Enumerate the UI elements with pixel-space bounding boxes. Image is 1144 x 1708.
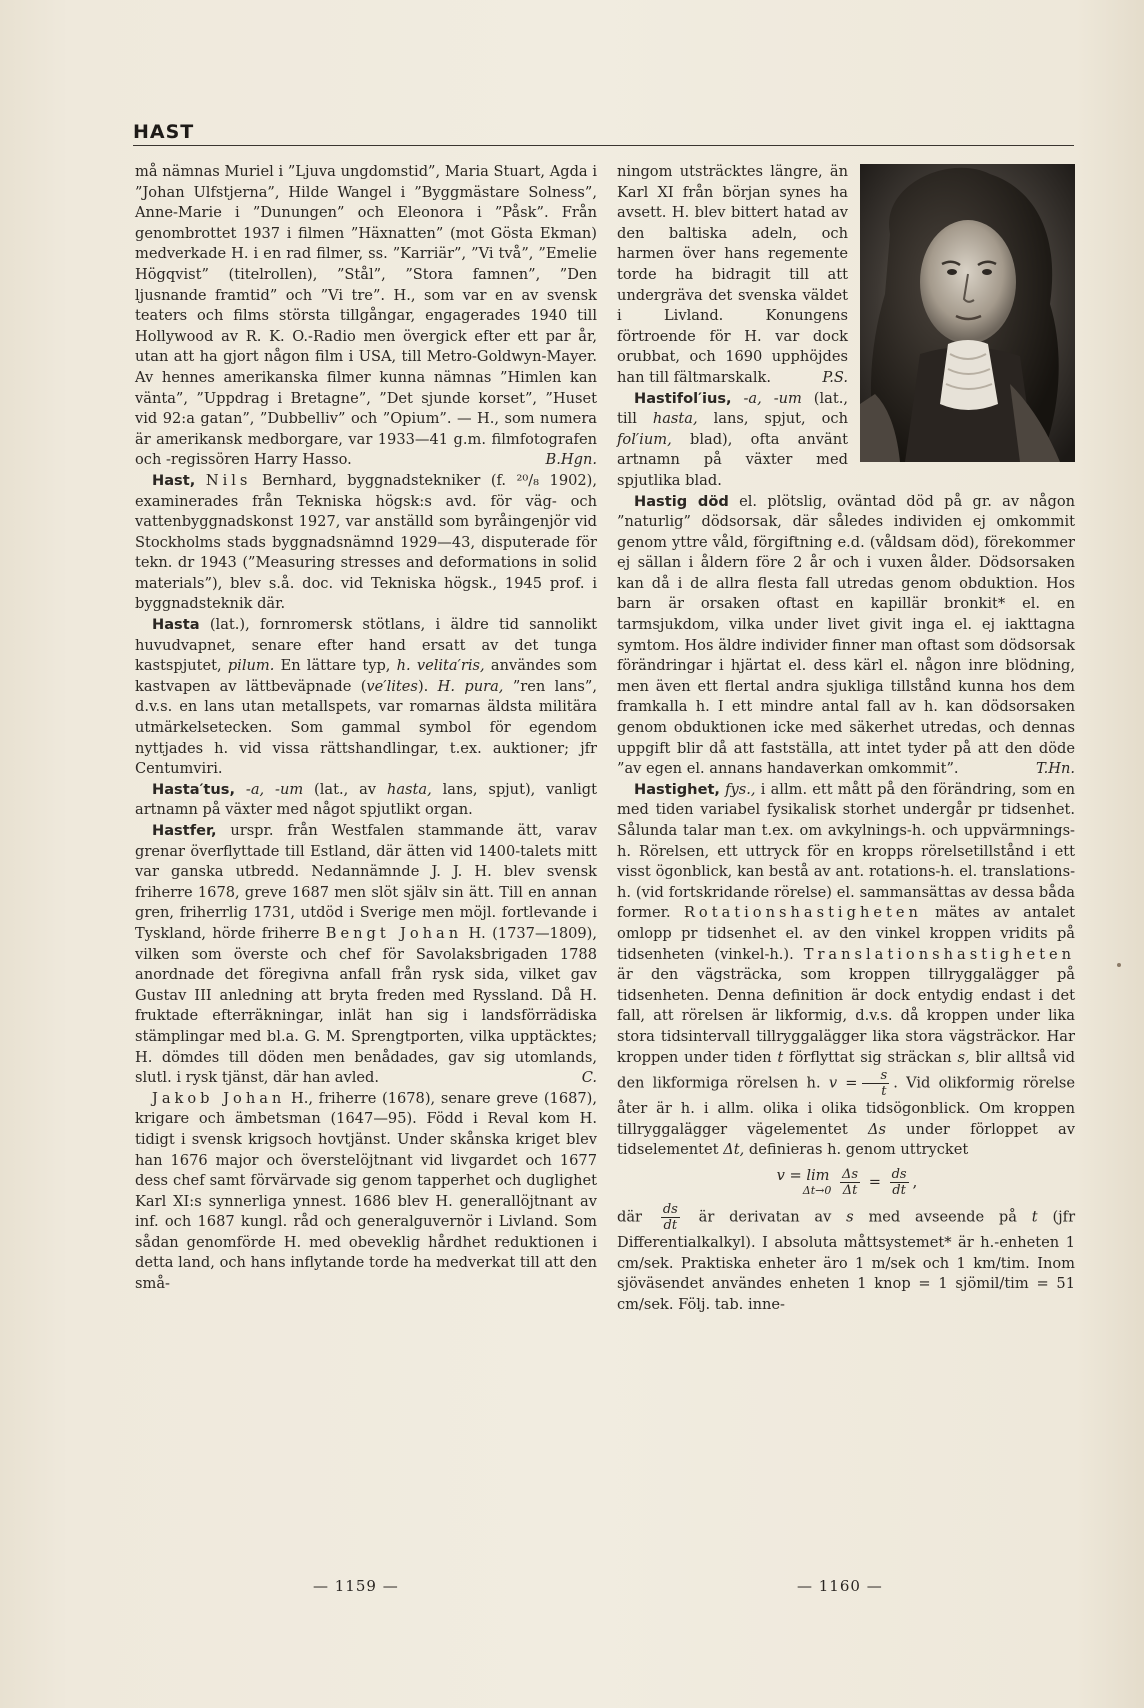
math-variable: t xyxy=(1031,1208,1038,1226)
entry-text: där xyxy=(617,1208,643,1226)
entry-text: el. plötslig, oväntad död på gr. av någon ”naturlig” dödsorsak, där således individen ej omkommit genom yttre våld, förgiftning e.d. (våldsam död), förekommer ej sällan i åldern före 2 år och i vuxen ålder. Dödsorsaken kan då i de allra flesta fall utredas genom obduktion. Hos barn är orsaken oftast en kapillär bronkit* el. en tarmsjukdom, vilka under livet givit inga el. ej iakttagna symtom. Hos äldre individer finner man oftast som dödsorsak förändringar i hjärtat el. dess kärl el. någon inre blödning, men även ett flertal andra sjukliga tillstånd kunna hos dem framkalla h. I ett mindre antal fall av h. kan dödsorsaken genom obduktionen icke med säkerhet utredas, och dennas uppgift blir då att fastställa, att intet tyder på att den döde ”av egen el. annans handaverkan omkommit”. xyxy=(617,492,1076,778)
spaced-term: Translationshastigheten xyxy=(803,945,1075,963)
portrait-jakob-johan-hastfer xyxy=(860,164,1075,462)
italic-term: h. velita′ris, xyxy=(396,657,485,675)
headword: Hastfer, xyxy=(152,822,217,839)
given-name: Jakob Johan xyxy=(152,1089,286,1107)
italic-term: fys., xyxy=(725,780,756,798)
fraction-s-over-t xyxy=(862,1068,890,1099)
left-column xyxy=(135,162,597,1295)
author-signature: C. xyxy=(581,1069,597,1087)
entry-text: blad), ofta använt artnamn på växter med spjutlika blad. xyxy=(617,430,848,489)
entry-hastighet-continued xyxy=(617,1202,1075,1315)
entry-hasta xyxy=(135,615,597,780)
entry-text: ningom utsträcktes längre, än Karl XI från början synes ha avsett. H. blev bittert hatad av den baltiska adeln, och harmen över hans regemente torde ha bidragit till att undergräva det svenska väldet i Livland. Konungens förtroende för H. var dock orubbat, och 1690 upphöjdes han till fältmarskalk. xyxy=(617,163,848,386)
italic-term: -a, -um xyxy=(245,780,304,798)
given-name: Bengt Johan xyxy=(325,924,463,942)
entry-text: förflyttat sig sträckan xyxy=(789,1048,952,1066)
entry-text: Bernhard, byggnadstekniker (f. ²⁰/₈ 1902), examinerades från Tekniska högsk:s avd. för väg- och vattenbyggnadskonst 1927, var anställd som byråingenjör vid Stockholms stads byggnadsnämnd 1929—43, disputerade för tekn. dr 1943 (”Measuring stresses and deformations in solid materials”), blev s.å. doc. vid Tekniska högsk., 1945 prof. i byggnadsteknik där. xyxy=(135,471,598,613)
headword: Hast, xyxy=(152,471,196,489)
math-variable: s xyxy=(846,1208,854,1226)
limit-lhs: v = lim xyxy=(776,1167,830,1185)
entry-text: med avseende på xyxy=(868,1208,1017,1226)
numerator: ds xyxy=(662,1201,678,1217)
entry-text: användes som kastvapen av lättbeväpnade ( xyxy=(135,657,598,695)
page-number-right: — 1160 — xyxy=(797,1577,883,1595)
entry-text: (lat., till xyxy=(617,389,848,428)
entry-hastig-dod xyxy=(617,492,1075,780)
entry-text: mätes av antalet omlopp pr tidsenhet el. av den vinkel kroppen vridits på tidsenheten (vinkel-h.). xyxy=(617,904,1076,963)
entry-text: (lat.), fornromersk stötlans, i äldre tid sannolikt huvudvapnet, senare efter hand ersatt av det tunga kastspjutet, xyxy=(135,616,598,675)
italic-term: -a, -um xyxy=(743,389,802,407)
right-column xyxy=(617,162,1075,1315)
entry-text: är den vägsträcka, som kroppen tillryggalägger på tidsenheten. Denna definition är dock entydig endast i det fall, att rörelsen är likformig, d.v.s. då kroppen under lika stora tidsintervall tillryggalägger lika stora vägsträckor. Har kroppen under tiden xyxy=(617,966,1075,1066)
numerator: ds xyxy=(891,1166,907,1182)
headword: Hasta xyxy=(152,616,200,634)
entry-text: (lat., av xyxy=(314,780,377,798)
math-variable: Δt, xyxy=(723,1141,745,1159)
fraction-derivative xyxy=(890,1167,909,1198)
entry-text: lans, spjut), vanligt artnamn på växter med något spjutlikt organ. xyxy=(135,780,598,819)
math-variable: Δs xyxy=(867,1120,886,1138)
author-signature: P.S. xyxy=(822,368,848,386)
numerator: s xyxy=(862,1068,890,1084)
header-rule xyxy=(133,145,1074,146)
headword: Hasta′tus, xyxy=(152,780,236,798)
entry-text: ”ren lans”, d.v.s. en lans utan metallspets, var romarnas äldsta militära utmärkelsetecken. Som gammal symbol för egendom nyttjades h. vid vissa rättshandlingar, t.ex. auktioner; jfr Centumviri. xyxy=(135,677,598,778)
italic-term: fol′ium, xyxy=(617,430,672,448)
entry-text: H., friherre (1678), senare greve (1687), krigare och ämbetsman (1647—95). Född i Reval kom H. tidigt i svensk krigsoch hovtjänst. Under skånska kriget blev han 1676 major och överstelöjtnant vid livgardet och 1677 dess chef samt förvärvade sig genom tapperhet och duglighet Karl XI:s synnerliga ynnest. 1686 blev H. generallöjtnant av inf. och 1687 kungl. råd och generalguvernör i Livland. Som sådan genomförde H. med obeveklig hårdhet reduktionen i detta land, och hans inflytande torde ha medverkat till att den små- xyxy=(135,1089,598,1293)
entry-hastatus xyxy=(135,780,597,821)
math-variable: v = xyxy=(828,1074,858,1092)
entry-text: i allm. ett mått på den förändring, som en med tiden variabel fysikalisk storhet undergår pr tidsenhet. Sålunda talar man t.ex. om avkylnings-h. och uppvärmnings-h. Rörelsen, ett uttryck för en kropps rörelsetillstånd i ett visst ögonblick, kan bestå av ant. rotations-h. el. translations-h. (vid fortskridande rörelse) el. sammansättas av dessa båda former. xyxy=(617,780,1076,922)
author-signature: B.Hgn. xyxy=(545,451,597,469)
equals-sign: = xyxy=(868,1173,881,1191)
entry-hastfer xyxy=(135,821,597,1089)
entry-text: definieras h. genom uttrycket xyxy=(748,1141,969,1159)
entry-hast-nils xyxy=(135,471,597,615)
italic-term: pilum. xyxy=(227,657,275,675)
entry-text: är derivatan av xyxy=(698,1208,832,1226)
entry-text: under förloppet av tidselementet xyxy=(617,1120,1075,1159)
entry-jakob-johan xyxy=(135,1089,597,1295)
margin-mark xyxy=(1117,963,1121,967)
portrait-image xyxy=(860,164,1075,462)
limit-subscript: Δt→0 xyxy=(802,1184,832,1198)
math-variable: t xyxy=(777,1048,784,1066)
italic-term: ve′lites xyxy=(366,677,418,695)
entry-text: (jfr Differentialkalkyl). I absoluta måttsystemet* är h.-enheten 1 cm/sek. Praktiska enheter äro 1 m/sek och 1 km/tim. Inom sjöväsendet användes enheten 1 knop = 1 sjömil/tim = 51 cm/sek. Följ. tab. inne- xyxy=(617,1208,1076,1313)
headword: Hastig död xyxy=(634,492,729,510)
entry-continuation xyxy=(135,162,597,471)
entry-text: lans, spjut, och xyxy=(713,410,848,428)
entry-text: . Vid olikformig rörelse åter är h. i allm. olika i olika tidsögonblick. Om kroppen tillryggalägger vägelementet xyxy=(617,1074,1075,1138)
denominator: t xyxy=(881,1084,887,1100)
italic-term: H. pura, xyxy=(437,677,504,695)
entry-text: H. (1737—1809), vilken som överste och chef för Savolaksbrigaden 1788 anordnade det föregivna anfall från rysk sida, vilket gav Gustav III anledning att bryta freden med Ryssland. Då H. fruktade efterräkningar, inlät han sig i landsförrädiska stämplingar med bl.a. G. M. Sprengtporten, vilka upptäcktes; H. dömdes till döden men benådades, gav sig utomlands, slutl. i rysk tjänst, där han avled. xyxy=(135,924,598,1087)
limit-operator xyxy=(775,1167,832,1197)
entry-text: urspr. från Westfalen stammande ätt, varav grenar överflyttade till Estland, där ätten vid 1400-talets mitt var ganska utbredd. Nedannämnde J. J. H. blev svensk friherre 1678, greve 1687 men slöt själv sin ätt. Till en annan gren, friherrlig 1731, utdöd i Sverige men möjl. fortlevande i Tyskland, hörde friherre xyxy=(135,822,597,942)
running-head: HAST xyxy=(133,121,195,143)
denominator: Δt xyxy=(842,1182,858,1198)
denominator: dt xyxy=(663,1217,678,1233)
math-variable: s, xyxy=(957,1048,970,1066)
italic-term: hasta, xyxy=(652,410,698,428)
entry-hastighet xyxy=(617,780,1075,1161)
fraction-ds-dt xyxy=(661,1202,680,1233)
velocity-limit-formula xyxy=(617,1167,1075,1198)
spaced-term: Rotationshastigheten xyxy=(683,904,922,922)
entry-text: ). xyxy=(417,677,429,695)
entry-text: blir alltså vid den likformiga rörelsen h. xyxy=(617,1048,1076,1092)
headword: Hastighet, xyxy=(634,780,720,798)
denominator: dt xyxy=(892,1182,906,1198)
given-name: Nils xyxy=(205,471,252,489)
fraction-delta xyxy=(840,1167,860,1198)
entry-text: må nämnas Muriel i ”Ljuva ungdomstid”, Maria Stuart, Agda i ”Johan Ulfstjerna”, Hilde Wangel i ”Byggmästare Solness”, Anne-Marie i ”Dunungen” och Eleonora i ”Påsk”. Från genombrottet 1937 i filmen ”Häxnatten” (mot Gösta Ekman) medverkade H. i en rad filmer, ss. ”Karriär”, ”Vi två”, ”Emelie Högqvist” (titelrollen), ”Stål”, ”Stora famnen”, ”Den ljusnande framtid” och ”Vi tre”. H., som var en av svensk teaters och films största tillgångar, engagerades 1940 till Hollywood av R. K. O.-Radio men övergick efter ett par år, utan att ha gjort någon film i USA, till Metro-Goldwyn-Mayer. Av hennes amerikanska filmer kunna nämnas ”Himlen kan vänta”, ”Uppdrag i Bretagne”, ”Det sjunde korset”, ”Huset vid 92:a gatan”, ”Dubbelliv” och ”Opium”. — H., som numera är amerikansk medborgare, var 1933—41 g.m. filmfotografen och -regissören Harry Hasso. xyxy=(135,163,597,469)
numerator: Δs xyxy=(842,1166,859,1182)
entry-text: En lättare typ, xyxy=(280,657,391,675)
headword: Hastifol′ius, xyxy=(634,389,732,407)
author-signature: T.Hn. xyxy=(1036,760,1075,778)
page-number-left: — 1159 — xyxy=(313,1577,399,1595)
italic-term: hasta, xyxy=(386,780,432,798)
formula-comma: , xyxy=(912,1173,918,1191)
